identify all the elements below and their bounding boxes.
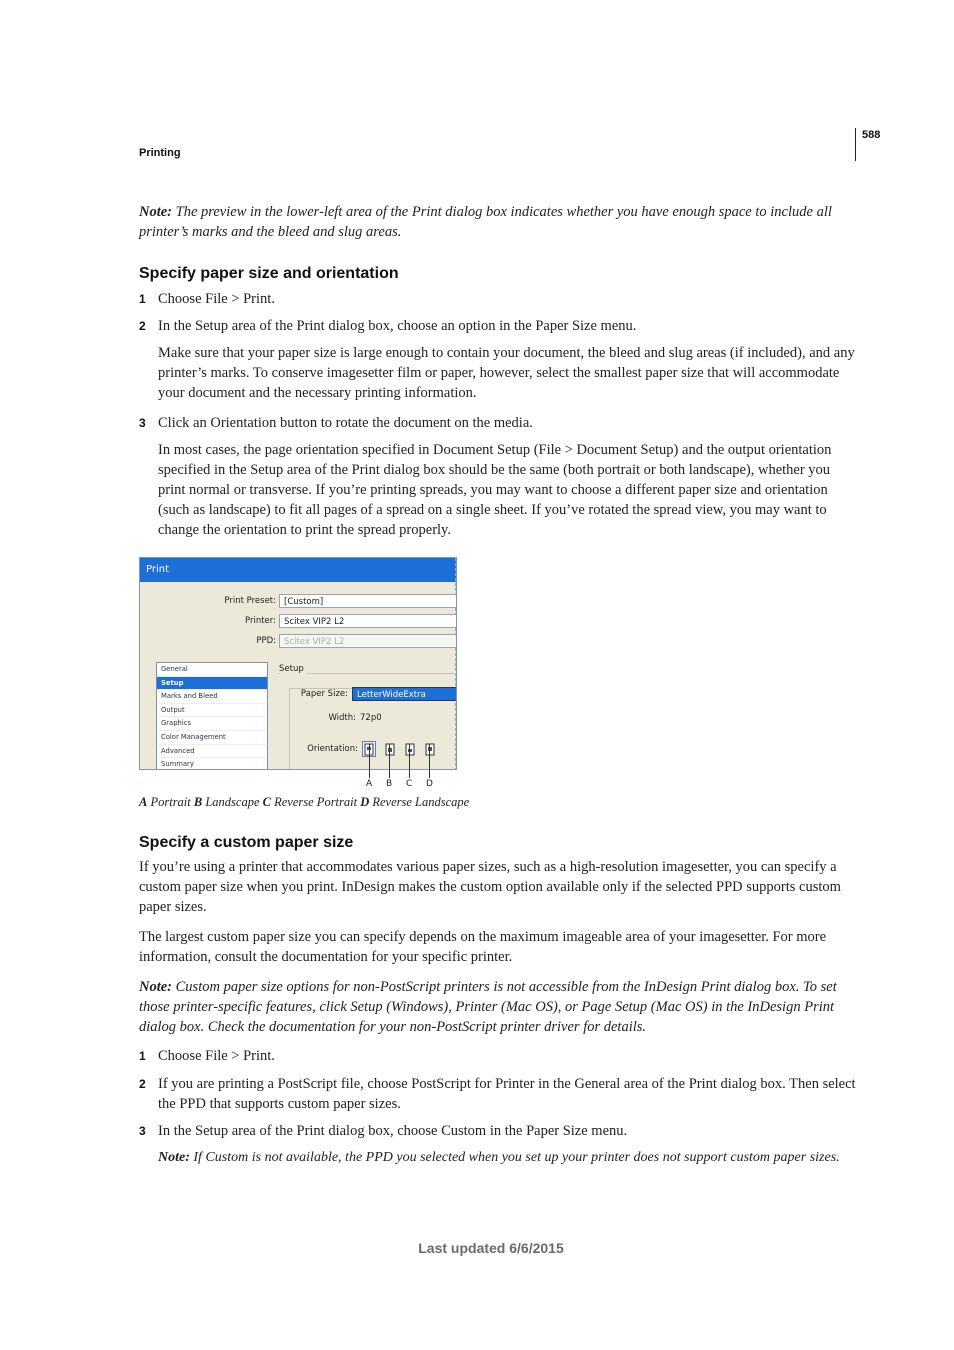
step-text: In the Setup area of the Print dialog box, choose Custom in the Paper Size menu.	[158, 1123, 628, 1139]
page-number: 588	[862, 129, 881, 141]
step-number: 3	[139, 1124, 146, 1138]
note-text: If Custom is not available, the PPD you selected when you set up your printer does not support custom paper sizes.	[189, 1150, 840, 1165]
caption-key-b: B	[193, 795, 203, 809]
caption-text-d: Reverse Landscape	[369, 795, 470, 809]
callout-line-c	[409, 744, 410, 778]
callout-letter-b: B	[386, 779, 393, 789]
note-preview	[139, 202, 859, 242]
width-label: Width:	[328, 713, 356, 723]
paper-size-select[interactable]: LetterWideExtra	[352, 687, 457, 701]
ppd-field[interactable]: Scitex VIP2 L2	[279, 634, 457, 648]
callout-letter-d: D	[426, 779, 433, 789]
list-item-output[interactable]: Output	[157, 704, 267, 718]
custom-paper-paragraph-2: The largest custom paper size you can specify depends on the maximum imageable area of your imagesetter. For more information, consult the documentation for your specific printer.	[139, 929, 827, 965]
orientation-reverse-portrait-button[interactable]	[403, 741, 417, 757]
callout-letter-a: A	[366, 779, 373, 789]
step-text: Choose File > Print.	[158, 1048, 275, 1064]
header-rule	[855, 128, 856, 161]
caption-text-c: Reverse Portrait	[271, 795, 361, 809]
custom-paper-paragraph-1: If you’re using a printer that accommodates various paper sizes, such as a high-resolution imagesetter, you can specify a custom paper size when you print. InDesign makes the custom option available only if the selected PPD supports custom paper sizes.	[139, 859, 841, 915]
caption-key-c: C	[262, 795, 271, 809]
caption-text-b: Landscape	[202, 795, 263, 809]
orientation-label: Orientation:	[307, 744, 358, 754]
step-number: 2	[139, 319, 146, 333]
note-custom-unavailable	[158, 1148, 878, 1168]
callout-line-d	[429, 744, 430, 778]
section-heading-custom-paper: Specify a custom paper size	[139, 834, 354, 851]
list-item-setup[interactable]: Setup	[157, 677, 267, 691]
callout-line-b	[389, 744, 390, 778]
caption-text-a: Portrait	[147, 795, 194, 809]
setup-group-label: Setup	[279, 664, 307, 674]
reverse-landscape-icon	[425, 743, 436, 756]
step3-paragraph: In most cases, the page orientation specified in Document Setup (File > Document Setup) and the output orientation specified in the Setup area of the Print dialog box should be the same (both portrait or both landscape), whether you print normal or transverse. If you’re printing spreads, you may want to choose a different paper size and orientation (such as landscape) to fit all pages of a spread on a single sheet. If you’ve rotated the spread view, you may want to change the orientation to print the spread properly.	[158, 442, 832, 538]
caption-key-a: A	[139, 795, 148, 809]
note-text: The preview in the lower-left area of the Print dialog box indicates whether you have enough space to include all printer’s marks and the bleed and slug areas.	[139, 204, 832, 240]
orientation-reverse-landscape-button[interactable]	[423, 741, 437, 757]
printer-label: Printer:	[245, 616, 276, 626]
list-item-advanced[interactable]: Advanced	[157, 745, 267, 759]
note-non-postscript	[139, 977, 857, 1037]
ppd-label: PPD:	[256, 636, 276, 646]
list-item-summary[interactable]: Summary	[157, 758, 267, 770]
orientation-landscape-button[interactable]	[383, 741, 397, 757]
print-preset-label: Print Preset:	[224, 596, 276, 606]
dialog-title: Print	[140, 558, 456, 582]
reverse-portrait-icon	[405, 743, 416, 756]
note-text: Custom paper size options for non-PostScript printers is not accessible from the InDesign Print dialog box. To set those printer-specific features, click Setup (Windows), Printer (Mac OS), or Page Setup (Mac OS) in the InDesign Print dialog box. Check the documentation for your non-PostScript printer driver for details.	[139, 979, 837, 1035]
step-number: 2	[139, 1077, 146, 1091]
section-heading-paper-size: Specify paper size and orientation	[139, 265, 399, 282]
note-label: Note:	[139, 979, 173, 995]
callout-line-a	[369, 744, 370, 778]
step2-paragraph: Make sure that your paper size is large enough to contain your document, the bleed and slug areas (if included), and any printer’s marks. To conserve imagesetter film or paper, however, select the smallest paper size that will accommodate your document and the necessary printing information.	[158, 345, 855, 401]
landscape-icon	[385, 743, 396, 756]
step-text: In the Setup area of the Print dialog box, choose an option in the Paper Size menu.	[158, 318, 637, 334]
width-value: 72p0	[360, 713, 382, 723]
caption-key-d: D	[360, 795, 370, 809]
running-header-section: Printing	[139, 147, 181, 159]
list-item-graphics[interactable]: Graphics	[157, 717, 267, 731]
printer-field[interactable]: Scitex VIP2 L2	[279, 614, 457, 628]
dialog-category-list	[156, 662, 268, 770]
print-preset-field[interactable]: [Custom]	[279, 594, 457, 608]
step-text: Click an Orientation button to rotate the document on the media.	[158, 415, 533, 431]
step-number: 1	[139, 292, 146, 306]
step-text: Choose File > Print.	[158, 291, 275, 307]
last-updated-footer: Last updated 6/6/2015	[418, 1240, 564, 1256]
list-item-marks-and-bleed[interactable]: Marks and Bleed	[157, 690, 267, 704]
paper-size-label: Paper Size:	[300, 689, 348, 699]
note-label: Note:	[158, 1150, 190, 1165]
callout-letter-c: C	[406, 779, 413, 789]
print-dialog-screenshot	[139, 557, 457, 770]
figure-caption	[139, 795, 469, 810]
note-label: Note:	[139, 204, 173, 220]
list-item-color-management[interactable]: Color Management	[157, 731, 267, 745]
step-number: 1	[139, 1049, 146, 1063]
step-text: If you are printing a PostScript file, choose PostScript for Printer in the General area of the Print dialog box. Then select the PPD that supports custom paper sizes.	[158, 1076, 856, 1112]
list-item-general[interactable]: General	[157, 663, 267, 677]
step-number: 3	[139, 416, 146, 430]
